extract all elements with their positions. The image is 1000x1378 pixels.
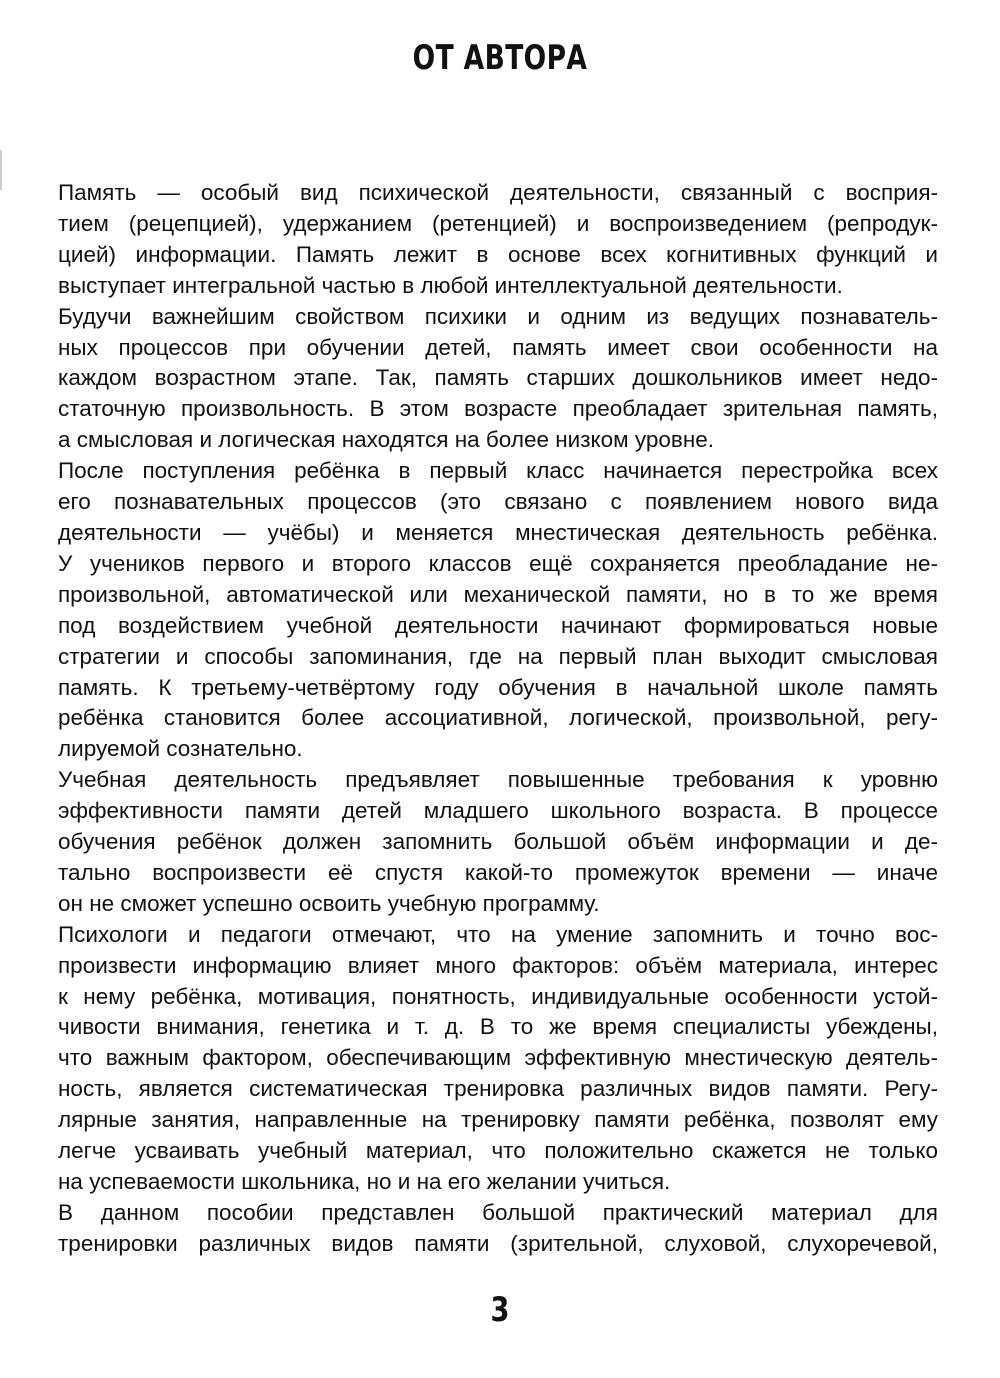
text-line: произвести информацию влияет много факторов: объём материала, интерес	[58, 952, 938, 978]
body-text	[58, 178, 938, 1260]
text-line: тренировки различных видов памяти (зрительной, слуховой, слухоречевой,	[58, 1230, 938, 1256]
text-line: ность, является систематическая тренировка различных видов памяти. Регу-	[58, 1076, 938, 1102]
text-line: к нему ребёнка, мотивация, понятность, индивидуальные особенности устой-	[58, 983, 938, 1009]
text-line: что важным фактором, обеспечивающим эффективную мнестическую деятель-	[58, 1045, 938, 1071]
text-line: память. К третьему-четвёртому году обучения в начальной школе память	[58, 674, 938, 700]
paragraph-2	[58, 302, 938, 457]
paragraph-6	[58, 1198, 938, 1260]
text-line: обучения ребёнок должен запомнить большой объём информации и де-	[58, 829, 938, 855]
text-line: чивости внимания, генетика и т. д. В то же время специалисты убеждены,	[58, 1014, 938, 1040]
text-line: лируемой сознательно.	[58, 736, 303, 762]
text-line: тально воспроизвести её спустя какой-то промежуток времени — иначе	[58, 859, 938, 885]
paragraph-5	[58, 920, 938, 1198]
page-title: ОТ АВТОРА	[412, 38, 588, 78]
text-line: эффективности памяти детей младшего школьного возраста. В процессе	[58, 798, 938, 824]
text-line: каждом возрастном этапе. Так, память старших дошкольников имеет недо-	[58, 365, 938, 391]
text-line: Учебная деятельность предъявляет повышенные требования к уровню	[58, 767, 938, 793]
text-line: статочную произвольность. В этом возрасте преобладает зрительная память,	[58, 396, 938, 422]
text-line: ребёнка становится более ассоциативной, логической, произвольной, регу-	[58, 705, 938, 731]
text-line: он не сможет успешно освоить учебную программу.	[58, 890, 600, 916]
text-line: После поступления ребёнка в первый класс начинается перестройка всех	[58, 458, 938, 484]
text-line: выступает интегральной частью в любой интеллектуальной деятельности.	[58, 272, 843, 298]
page-edge-shadow	[0, 150, 2, 190]
text-line: Психологи и педагоги отмечают, что на умение запомнить и точно вос-	[58, 921, 938, 947]
text-line: Память — особый вид психической деятельности, связанный с восприя-	[58, 180, 938, 205]
text-line: ных процессов при обучении детей, память имеет свои особенности на	[58, 334, 938, 360]
text-line: стратегии и способы запоминания, где на первый план выходит смысловая	[58, 643, 938, 669]
text-line: а смысловая и логическая находятся на более низком уровне.	[58, 427, 715, 453]
text-line: У учеников первого и второго классов ещё сохраняется преобладание не-	[58, 550, 938, 576]
text-line: цией) информации. Память лежит в основе всех когнитивных функций и	[58, 241, 938, 267]
text-line: легче усваивать учебный материал, что положительно скажется не только	[58, 1138, 938, 1164]
text-line: его познавательных процессов (это связано с появлением нового вида	[58, 489, 938, 515]
paragraph-4	[58, 765, 938, 920]
paragraph-3	[58, 456, 938, 765]
text-line: лярные занятия, направленные на тренировку памяти ребёнка, позволят ему	[58, 1107, 938, 1133]
text-line: под воздействием учебной деятельности начинают формироваться новые	[58, 612, 938, 638]
text-line: деятельности — учёбы) и меняется мнестическая деятельность ребёнка.	[58, 519, 938, 545]
page-number: 3	[490, 1290, 510, 1330]
paragraph-1	[58, 178, 938, 302]
text-line: на успеваемости школьника, но и на его желании учиться.	[58, 1169, 671, 1194]
text-line: тием (рецепцией), удержанием (ретенцией) и воспроизведением (репродук-	[58, 210, 938, 236]
text-line: В данном пособии представлен большой практический материал для	[58, 1199, 938, 1225]
text-line: произвольной, автоматической или механической памяти, но в то же время	[58, 581, 938, 607]
text-line: Будучи важнейшим свойством психики и одним из ведущих познаватель-	[58, 303, 938, 329]
